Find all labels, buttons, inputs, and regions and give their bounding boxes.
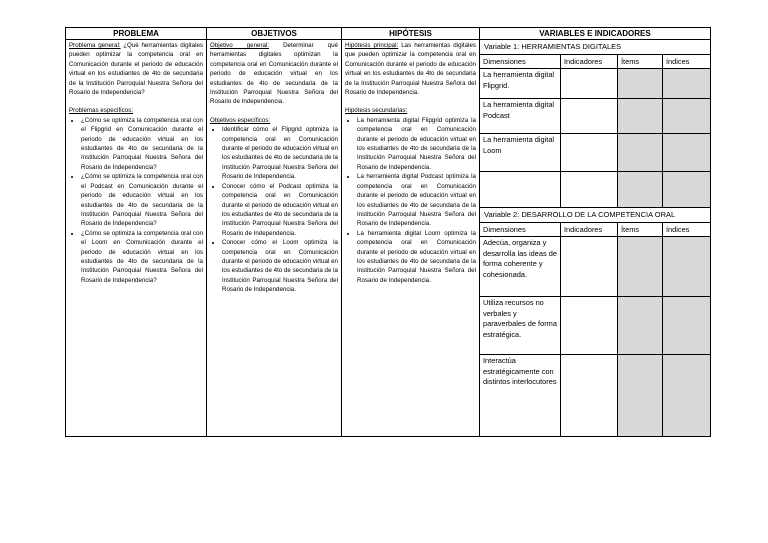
hipotesis-column: [342, 28, 480, 436]
table-row: [480, 172, 710, 208]
variable-2-title: Variable 2: DESARROLLO DE LA COMPETENCIA ORAL: [480, 208, 710, 223]
variable-1-title: Variable 1: HERRAMIENTAS DIGITALES: [480, 40, 710, 55]
indicator-cell: [561, 297, 618, 354]
objetivos-header: OBJETIVOS: [207, 28, 341, 40]
hipotesis-specific-label: Hipótesis secundarias:: [345, 107, 408, 115]
variables-column: [480, 28, 710, 436]
list-item: • ¿Cómo se optimiza la competencia oral con el Flipgrid en Comunicación durante el periodo de educación virtual en los estudiantes de 4to de secundaria de la Institución Parroquial Nuestra Señora del Rosario de Independencia?: [81, 116, 203, 172]
objetivos-list: [210, 125, 338, 294]
hipotesis-general-label: Hipótesis principal:: [345, 42, 399, 49]
items-cell: [618, 237, 663, 296]
indicator-cell: [561, 355, 618, 436]
variables-header: VARIABLES E INDICADORES: [480, 28, 710, 40]
matrix-table: [65, 27, 711, 437]
hipotesis-list: [345, 116, 476, 285]
items-cell: [618, 297, 663, 354]
indices-cell: [663, 99, 710, 133]
list-item: • Conocer cómo el Podcast optimiza la competencia oral en Comunicación durante el periodo de educación virtual en los estudiantes de 4to de secundaria de la Institución Parroquial Nuestra Señora del Rosario de Independencia.: [222, 182, 338, 238]
table-row: [480, 134, 710, 172]
problema-header: PROBLEMA: [66, 28, 206, 40]
col-dimensiones: Dimensiones: [480, 55, 561, 68]
items-cell: [618, 69, 663, 98]
dimension-cell: La herramienta digital Loom: [480, 134, 561, 171]
list-item: • La herramienta digital Loom optimiza la competencia oral en Comunicación durante el periodo de educación virtual en los estudiantes de 4to de secundaria de la Institución Parroquial Nuestra Señora del Rosario de Independencia.: [357, 229, 476, 285]
indices-cell: [663, 69, 710, 98]
indices-cell: [663, 297, 710, 354]
table-row: [480, 99, 710, 134]
indices-cell: [663, 355, 710, 436]
table-row: [480, 355, 710, 436]
objetivo-general-label: Objetivo general:: [210, 42, 270, 49]
hipotesis-general-text: Las herramientas digitales que pueden optimizar la competencia oral en Comunicación durante el periodo de educación virtual en los estudiantes de 4to de secundaria de la Institución Parroquial Nuestra Señora del Rosario de Independencia.: [345, 42, 476, 97]
problema-general-text: ¿Qué herramientas digitales pueden optimizar la competencia oral en Comunicación durante el periodo de educación virtual en los estudiantes de 4to de secundaria de la Institución Parroquial Nuestra Señora del Rosario de Independencia?: [69, 42, 203, 97]
objetivos-specific-label: Objetivos específicos:: [210, 116, 271, 124]
col-items: Ítems: [618, 223, 663, 236]
col-indices: índices: [666, 225, 690, 234]
variable-1-column-headers: [480, 55, 710, 69]
indicator-cell: [561, 69, 618, 98]
dimension-cell: Interactúa estratégicamente con distintos interlocutores: [480, 355, 561, 436]
indices-cell: [663, 134, 710, 171]
problema-list: [69, 116, 203, 285]
items-cell: [618, 99, 663, 133]
col-indicadores: Indicadores: [561, 223, 618, 236]
indices-cell: [663, 237, 710, 296]
dimension-cell: [480, 172, 561, 207]
objetivos-column: [207, 28, 342, 436]
list-item: • Identificar cómo el Flipgrid optimiza la competencia oral en Comunicación durante el periodo de educación virtual en los estudiantes de 4to de secundaria de la Institución Parroquial Nuestra Señora del Rosario de Independencia.: [222, 125, 338, 181]
dimension-cell: Utiliza recursos no verbales y paraverbales de forma estratégica.: [480, 297, 561, 354]
col-indices: índices: [666, 57, 690, 66]
col-indicadores: Indicadores: [561, 55, 618, 68]
list-item: • ¿Cómo se optimiza la competencia oral con el Podcast en Comunicación durante el periodo de educación virtual en los estudiantes de 4to de secundaria de la Institución Parroquial Nuestra Señora del Rosario de Independencia?: [81, 172, 203, 228]
dimension-cell: La herramienta digital Flipgrid.: [480, 69, 561, 98]
problema-column: [66, 28, 207, 436]
dimension-cell: Adecúa, organiza y desarrolla las ideas de forma coherente y cohesionada.: [480, 237, 561, 296]
list-item: • La herramienta digital Podcast optimiza la competencia oral en Comunicación durante el periodo de educación virtual en los estudiantes de 4to de secundaria de la Institución Parroquial Nuestra Señora del Rosario de Independencia.: [357, 172, 476, 228]
variable-2-column-headers: [480, 223, 710, 237]
indicator-cell: [561, 134, 618, 171]
items-cell: [618, 134, 663, 171]
indicator-cell: [561, 172, 618, 207]
items-cell: [618, 355, 663, 436]
items-cell: [618, 172, 663, 207]
col-items: Ítems: [618, 55, 663, 68]
list-item: • Conocer cómo el Loom optimiza la competencia oral en Comunicación durante el periodo de educación virtual en los estudiantes de 4to de secundaria de la Institución Parroquial Nuestra Señora del Rosario de Independencia.: [222, 238, 338, 294]
list-item: • ¿Cómo se optimiza la competencia oral con el Loom en Comunicación durante el periodo de educación virtual en los estudiantes de 4to de secundaria de la Institución Parroquial Nuestra Señora del Rosario de Independencia?: [81, 229, 203, 285]
dimension-cell: La herramienta digital Podcast: [480, 99, 561, 133]
problema-general-label: Problema general:: [69, 42, 121, 49]
indicator-cell: [561, 99, 618, 133]
hipotesis-header: HIPÓTESIS: [342, 28, 479, 40]
col-dimensiones: Dimensiones: [480, 223, 561, 236]
table-row: [480, 69, 710, 99]
list-item: • La herramienta digital Flipgrid optimiza la competencia oral en Comunicación durante el periodo de educación virtual en los estudiantes de 4to de secundaria de la Institución Parroquial Nuestra Señora del Rosario de Independencia.: [357, 116, 476, 172]
objetivo-general-text: Determinar qué herramientas digitales optimizan la competencia oral en Comunicación durante el periodo de educación virtual en los estudiantes de 4to de secundaria de la Institución Parroquial Nuestra Señora del Rosario de Independencia.: [210, 42, 338, 106]
indices-cell: [663, 172, 710, 207]
indicator-cell: [561, 237, 618, 296]
table-row: [480, 237, 710, 297]
problema-specific-label: Problemas específicos:: [69, 107, 133, 115]
table-row: [480, 297, 710, 355]
